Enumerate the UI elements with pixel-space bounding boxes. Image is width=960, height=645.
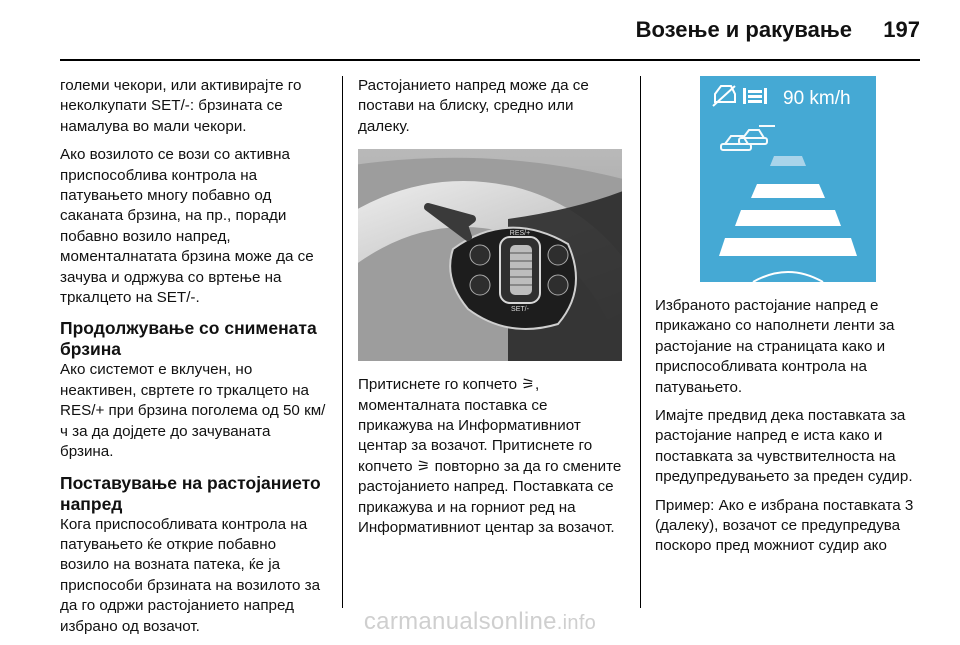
set-speed-value: 90 km/h [783, 88, 851, 109]
paragraph-slower-vehicle: Ако возилото се вози со активна приспособлива контрола на патувањето многу побавно од саканата брзина, на пр., поради побавно возило напред, моменталнатата брзина може да се зачува и одржува со вртење на тркалцето на SET/-. [60, 146, 314, 307]
paragraph-example: Пример: Ако е избрана поставката 3 (далеку), возачот се предупредува поскоро пред можниот судир ако [655, 496, 914, 555]
watermark [0, 608, 960, 636]
heading-set-distance: Поставување на растојанието напред [60, 472, 321, 514]
column-divider-2 [640, 76, 641, 608]
paragraph-distance-options: Растојанието напред може да се постави на блиску, средно или далеку. [358, 77, 589, 135]
distance-bar-4 [719, 238, 857, 256]
distance-bar-3 [735, 210, 841, 226]
page-number: 197 [883, 17, 920, 42]
paragraph-resume-speed: Ако системот е вклучен, но неактивен, свртете го тркалцето на RES/+ при брзина поголема од 50 км/ч за да дојдете до зачуваната брзина. [60, 361, 326, 461]
paragraph-warning-setting: Имајте предвид дека поставката за растојание напред е иста како и поставката за чувствителноста на предупредувањето за преден судир. [655, 407, 913, 486]
header-divider [60, 59, 920, 61]
driver-info-display [655, 76, 921, 282]
watermark-main: carmanualsonline [363, 608, 557, 635]
res-plus-label: RES/+ [509, 230, 531, 238]
paragraph-steps: големи чекори, или активирајте го неколкупати SET/-: брзината се намалува во мали чекори. [60, 77, 302, 135]
heading-resume-speed: Продолжување со снимената брзина [60, 318, 317, 360]
paragraph-distance-button: Притиснете го копчето ⚞, моменталната поставка се прикажува на Информативниот центар за возачот. Притиснете го копчето ⚞ повторно за да го смените растојанието напред. Поставката се прикажува и на горниот ред на Информативниот центар за возачот. [358, 376, 622, 537]
paragraph-selected-distance: Избраното растојание напред е прикажано со наполнети ленти за растојание на страницата како и приспособливата контрола на патувањето. [655, 297, 895, 396]
column-1 [60, 76, 326, 645]
watermark-ext: .info [556, 612, 597, 634]
column-2 [358, 76, 626, 546]
column-divider-1 [342, 76, 343, 608]
page-title: Возење и ракување [635, 17, 852, 42]
page-header [0, 0, 960, 60]
paragraph-set-distance: Кога приспособливата контрола на патувањето ќе открие побавно возило на возната патека, ќе ја приспособи брзината на возилото за да го одржи растојанието напред избрано од возачот. [60, 515, 321, 635]
steering-wheel-photo [358, 149, 622, 361]
distance-bar-2 [751, 184, 825, 198]
distance-bar-1 [770, 156, 806, 166]
column-3 [655, 76, 921, 565]
set-minus-label: SET/- [511, 306, 529, 314]
